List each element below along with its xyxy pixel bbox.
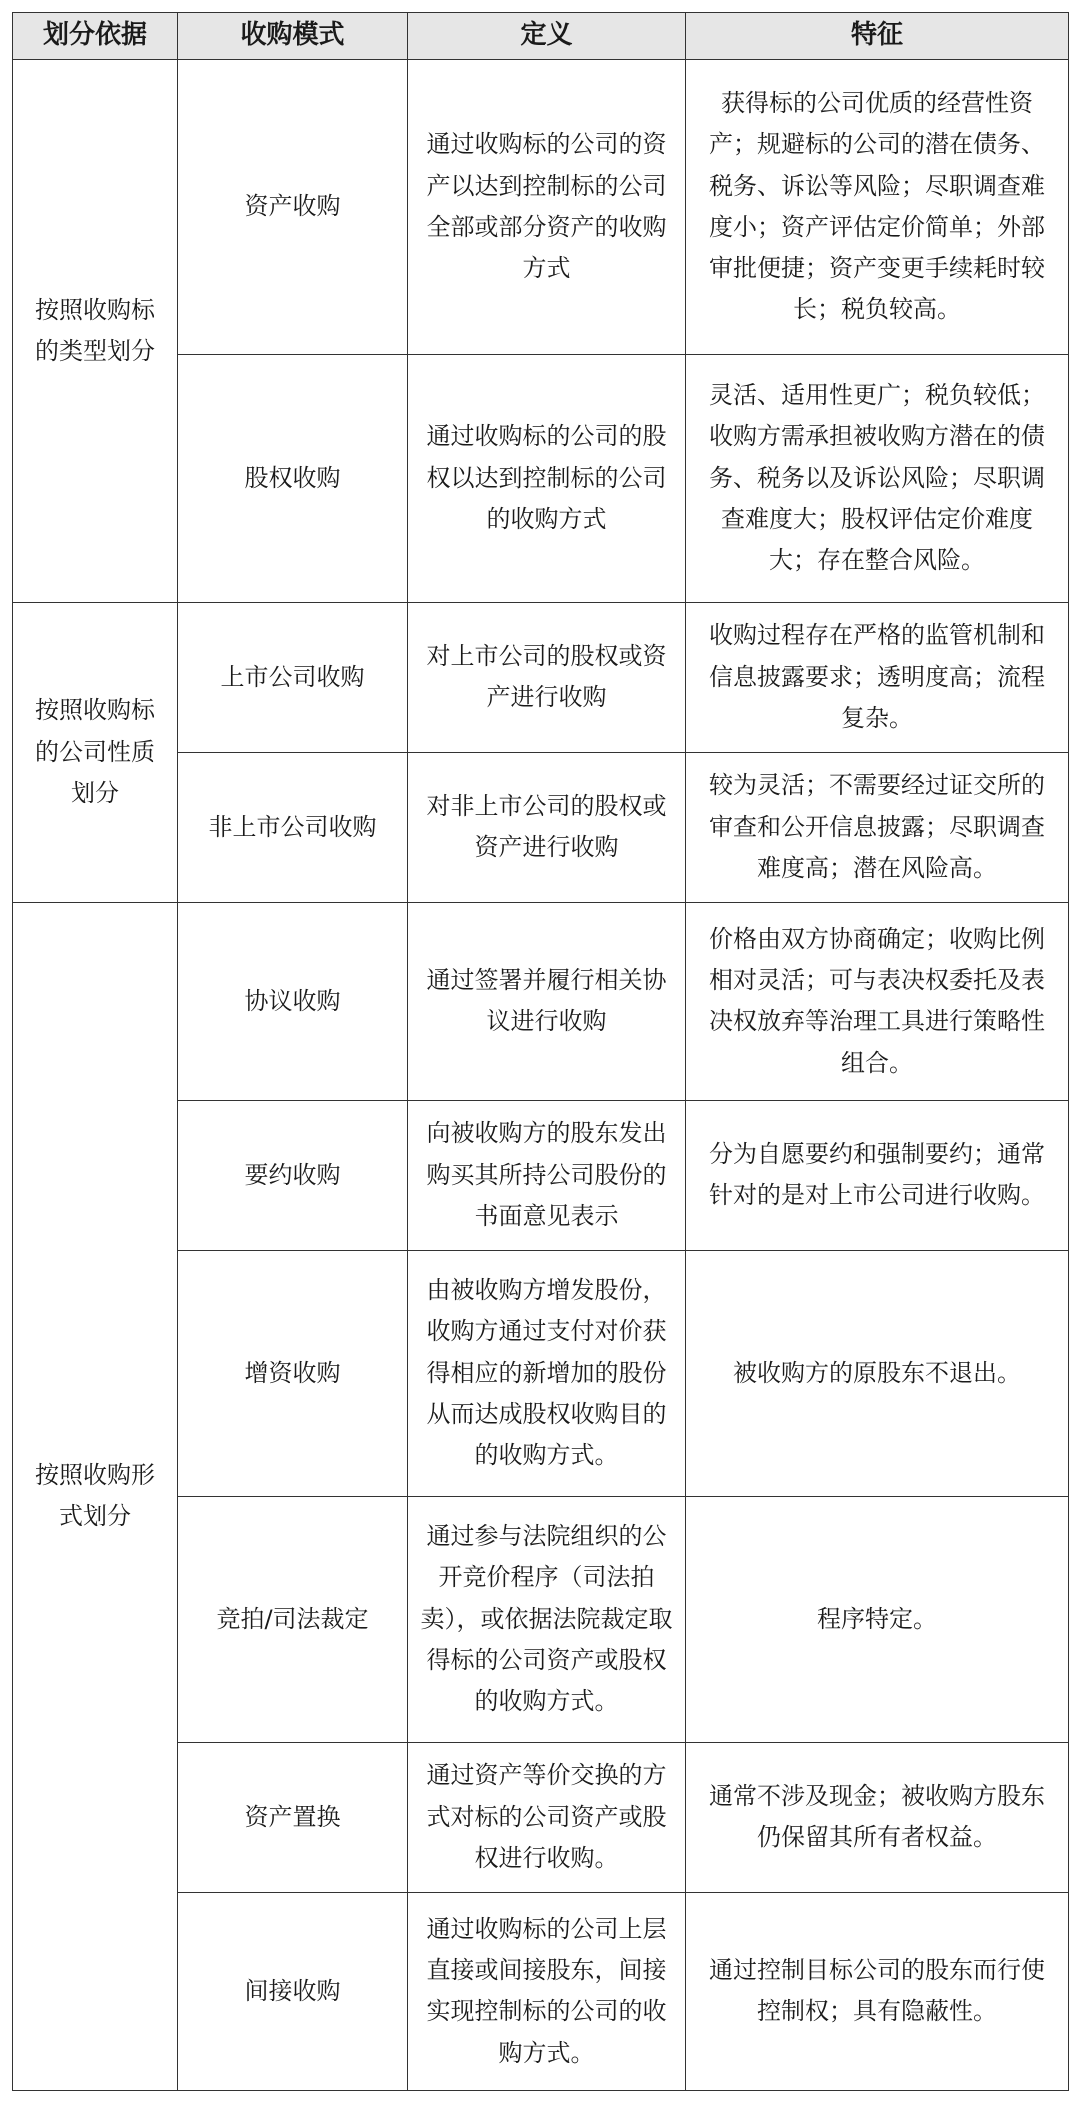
header-mode: 收购模式: [178, 13, 408, 60]
header-basis: 划分依据: [13, 13, 178, 60]
feature-cell: 分为自愿要约和强制要约；通常针对的是对上市公司进行收购。: [686, 1100, 1069, 1250]
feature-cell: 价格由双方协商确定；收购比例相对灵活；可与表决权委托及表决权放弃等治理工具进行策略性组合。: [686, 902, 1069, 1100]
definition-cell: 通过资产等价交换的方式对标的公司资产或股权进行收购。: [408, 1742, 686, 1892]
mode-cell: 竞拍/司法裁定: [178, 1496, 408, 1742]
table-row: [13, 59, 1069, 354]
feature-cell: 被收购方的原股东不退出。: [686, 1250, 1069, 1496]
mode-cell: 增资收购: [178, 1250, 408, 1496]
basis-cell: 按照收购形式划分: [13, 902, 178, 2090]
table-row: [13, 602, 1069, 752]
feature-cell: 程序特定。: [686, 1496, 1069, 1742]
mode-cell: 要约收购: [178, 1100, 408, 1250]
feature-cell: 获得标的公司优质的经营性资产；规避标的公司的潜在债务、税务、诉讼等风险；尽职调查难度小；资产评估定价简单；外部审批便捷；资产变更手续耗时较长；税负较高。: [686, 59, 1069, 354]
mode-cell: 间接收购: [178, 1892, 408, 2090]
feature-cell: 较为灵活；不需要经过证交所的审查和公开信息披露；尽职调查难度高；潜在风险高。: [686, 752, 1069, 902]
definition-cell: 向被收购方的股东发出购买其所持公司股份的书面意见表示: [408, 1100, 686, 1250]
header-row: [13, 13, 1069, 60]
table-row: [13, 902, 1069, 1100]
basis-cell: 按照收购标的类型划分: [13, 59, 178, 602]
feature-cell: 灵活、适用性更广；税负较低；收购方需承担被收购方潜在的债务、税务以及诉讼风险；尽职调查难度大；股权评估定价难度大；存在整合风险。: [686, 354, 1069, 602]
definition-cell: 通过收购标的公司的资产以达到控制标的公司全部或部分资产的收购方式: [408, 59, 686, 354]
definition-cell: 对上市公司的股权或资产进行收购: [408, 602, 686, 752]
definition-cell: 对非上市公司的股权或资产进行收购: [408, 752, 686, 902]
definition-cell: 通过签署并履行相关协议进行收购: [408, 902, 686, 1100]
feature-cell: 收购过程存在严格的监管机制和信息披露要求；透明度高；流程复杂。: [686, 602, 1069, 752]
mode-cell: 上市公司收购: [178, 602, 408, 752]
feature-cell: 通常不涉及现金；被收购方股东仍保留其所有者权益。: [686, 1742, 1069, 1892]
header-definition: 定义: [408, 13, 686, 60]
acquisition-modes-table: [12, 12, 1069, 2091]
mode-cell: 协议收购: [178, 902, 408, 1100]
header-feature: 特征: [686, 13, 1069, 60]
mode-cell: 资产置换: [178, 1742, 408, 1892]
definition-cell: 由被收购方增发股份，收购方通过支付对价获得相应的新增加的股份从而达成股权收购目的的收购方式。: [408, 1250, 686, 1496]
definition-cell: 通过参与法院组织的公开竞价程序（司法拍卖），或依据法院裁定取得标的公司资产或股权的收购方式。: [408, 1496, 686, 1742]
basis-cell: 按照收购标的公司性质划分: [13, 602, 178, 902]
mode-cell: 资产收购: [178, 59, 408, 354]
mode-cell: 股权收购: [178, 354, 408, 602]
definition-cell: 通过收购标的公司的股权以达到控制标的公司的收购方式: [408, 354, 686, 602]
feature-cell: 通过控制目标公司的股东而行使控制权；具有隐蔽性。: [686, 1892, 1069, 2090]
definition-cell: 通过收购标的公司上层直接或间接股东，间接实现控制标的公司的收购方式。: [408, 1892, 686, 2090]
mode-cell: 非上市公司收购: [178, 752, 408, 902]
